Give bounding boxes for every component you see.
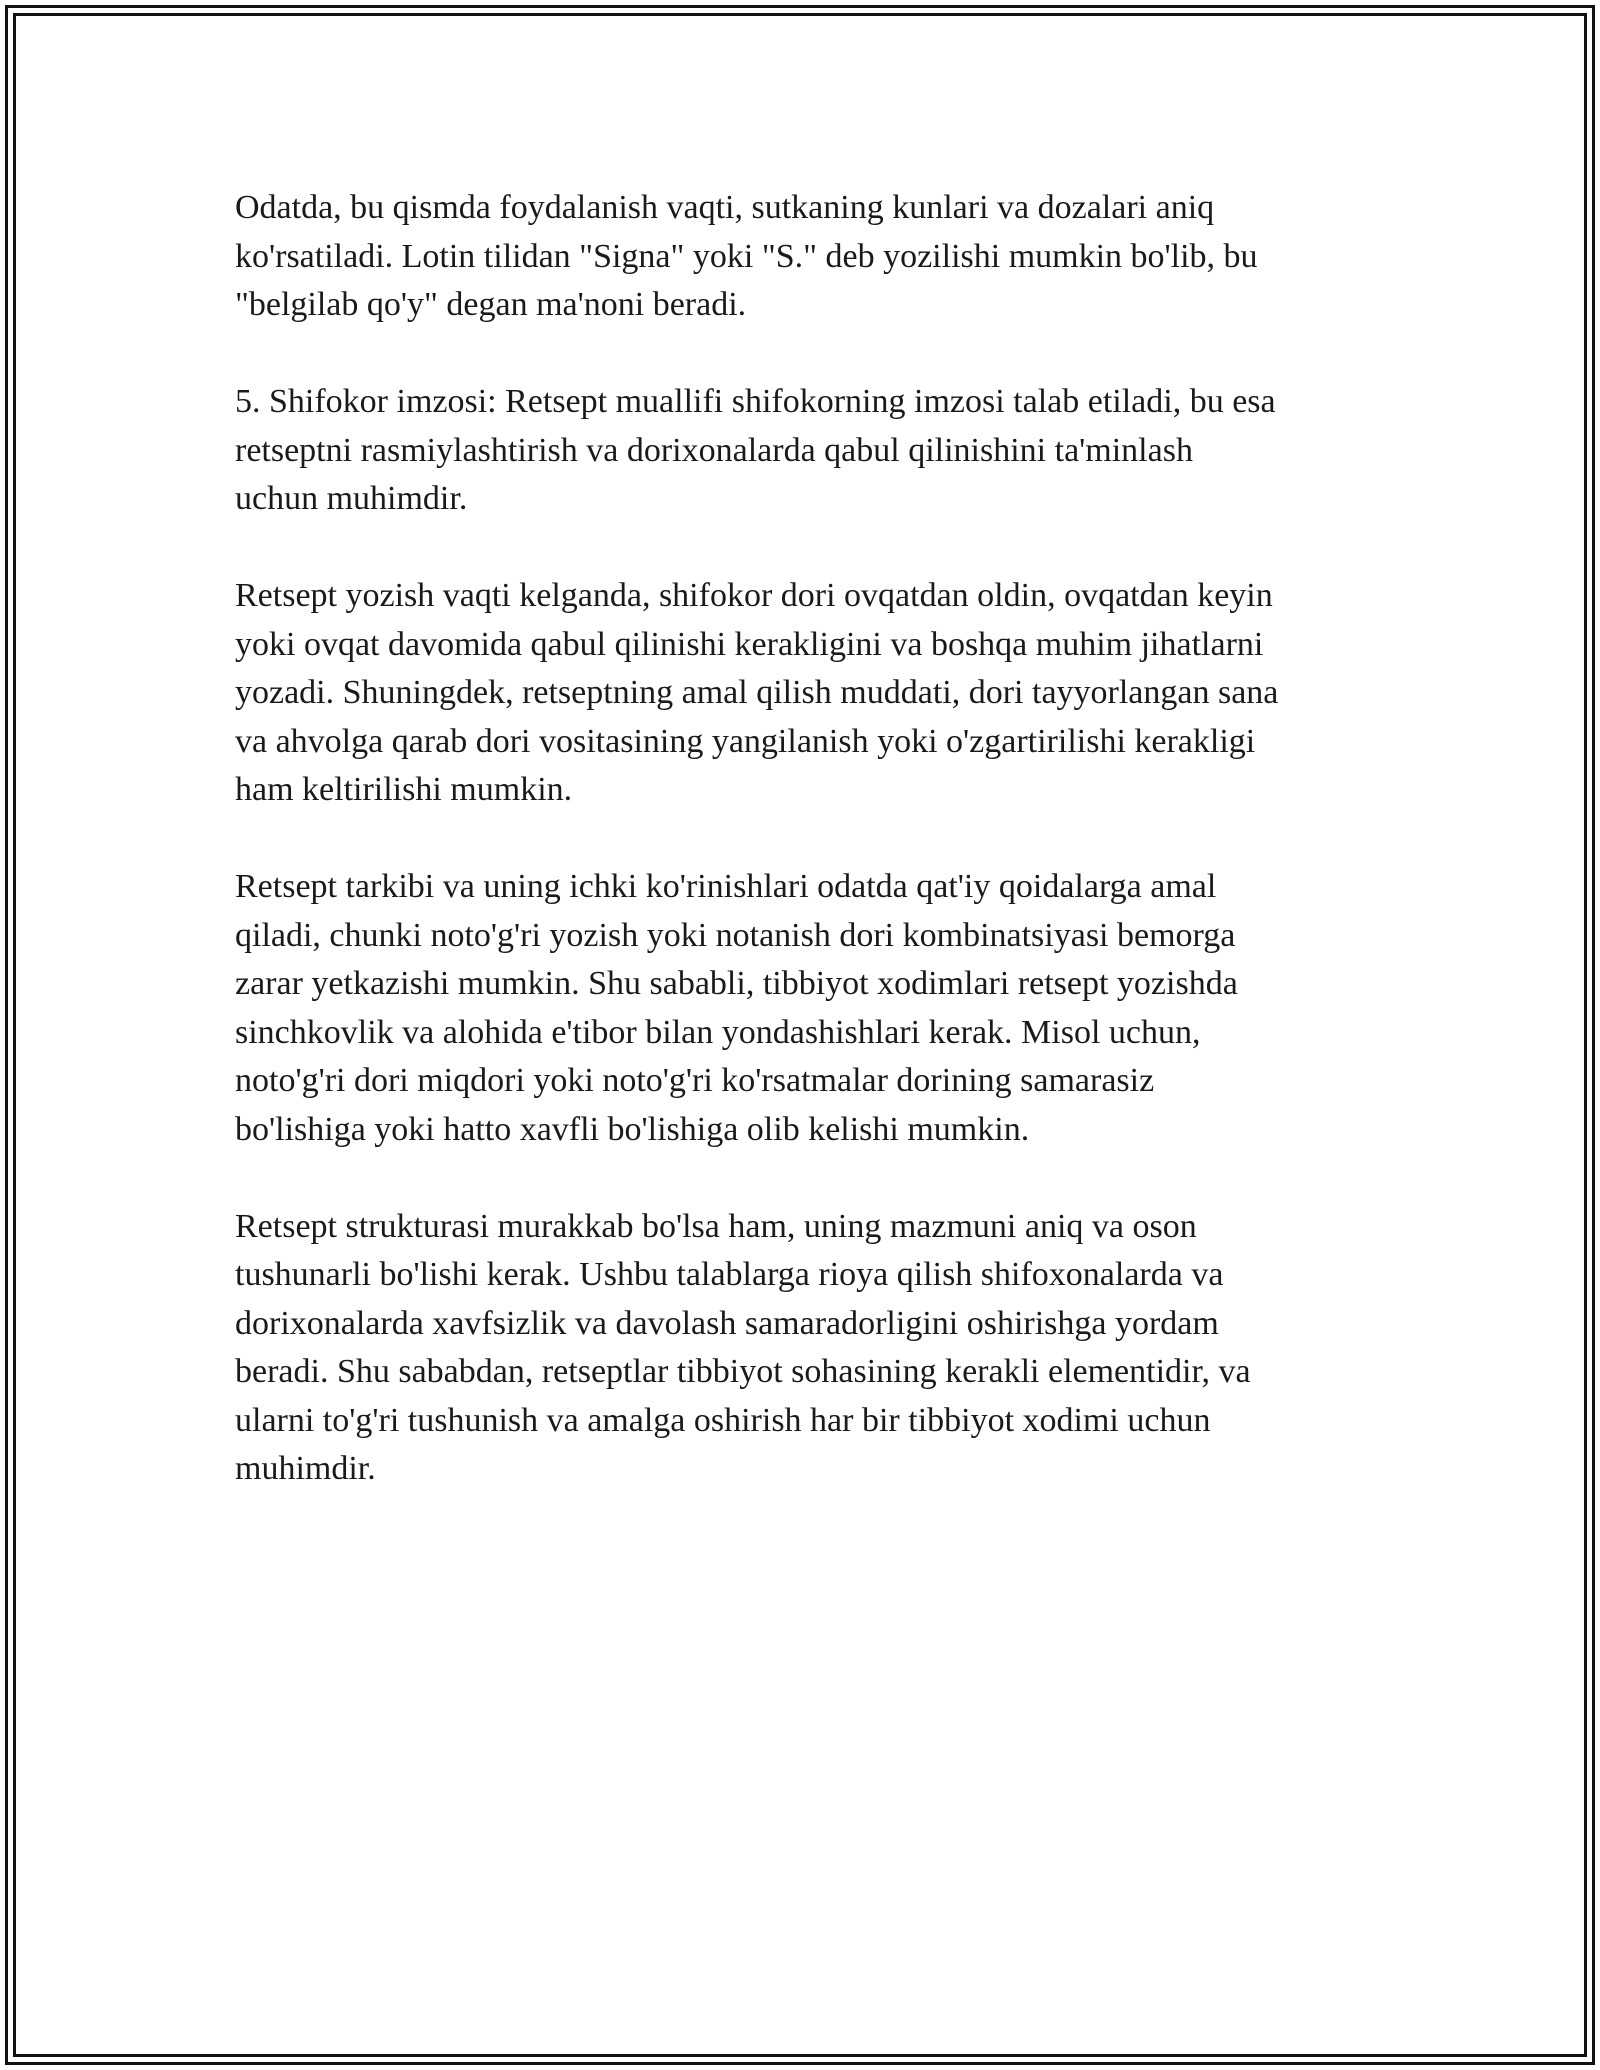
paragraph-writing-time: Retsept yozish vaqti kelganda, shifokor dori ovqatdan oldin, ovqatdan keyin yoki ovqat davomida qabul qilinishi kerakligini va boshqa muhim jihatlarni yozadi. Shuningdek, retseptning amal qilish muddati, dori tayyorlangan sana va ahvolga qarab dori vositasining yangilanish yoki o'zgartirilishi kerakligi ham keltirilishi mumkin.	[235, 577, 1279, 808]
paragraph-strict-rules: Retsept tarkibi va uning ichki ko'rinishlari odatda qat'iy qoidalarga amal qiladi, chunki noto'g'ri yozish yoki notanish dori kombinatsiyasi bemorga zarar yetkazishi mumkin. Shu sababli, tibbiyot xodimlari retsept yozishda sinchkovlik va alohida e'tibor bilan yondashishlari kerak. Misol uchun, noto'g'ri dori miqdori yoki noto'g'ri ko'rsatmalar dorining samarasiz bo'lishiga yoki hatto xavfli bo'lishiga olib kelishi mumkin.	[235, 868, 1238, 1148]
paragraph-signa: Odatda, bu qismda foydalanish vaqti, sutkaning kunlari va dozalari aniq ko'rsatiladi. Lotin tilidan "Signa" yoki "S." deb yozilishi mumkin bo'lib, bu "belgilab qo'y" degan ma'noni beradi.	[235, 189, 1258, 323]
paragraph-doctor-signature: 5. Shifokor imzosi: Retsept muallifi shifokorning imzosi talab etiladi, bu esa retseptni rasmiylashtirish va dorixonalarda qabul qilinishini ta'minlash uchun muhimdir.	[235, 383, 1276, 517]
paragraph-conclusion: Retsept strukturasi murakkab bo'lsa ham, uning mazmuni aniq va oson tushunarli bo'lishi kerak. Ushbu talablarga rioya qilish shifoxonalarda va dorixonalarda xavfsizlik va davolash samaradorligini oshirishga yordam beradi. Shu sababdan, retseptlar tibbiyot sohasining kerakli elementidir, va ularni to'g'ri tushunish va amalga oshirish har bir tibbiyot xodimi uchun muhimdir.	[235, 1207, 1251, 1487]
document-body	[235, 184, 1375, 1542]
